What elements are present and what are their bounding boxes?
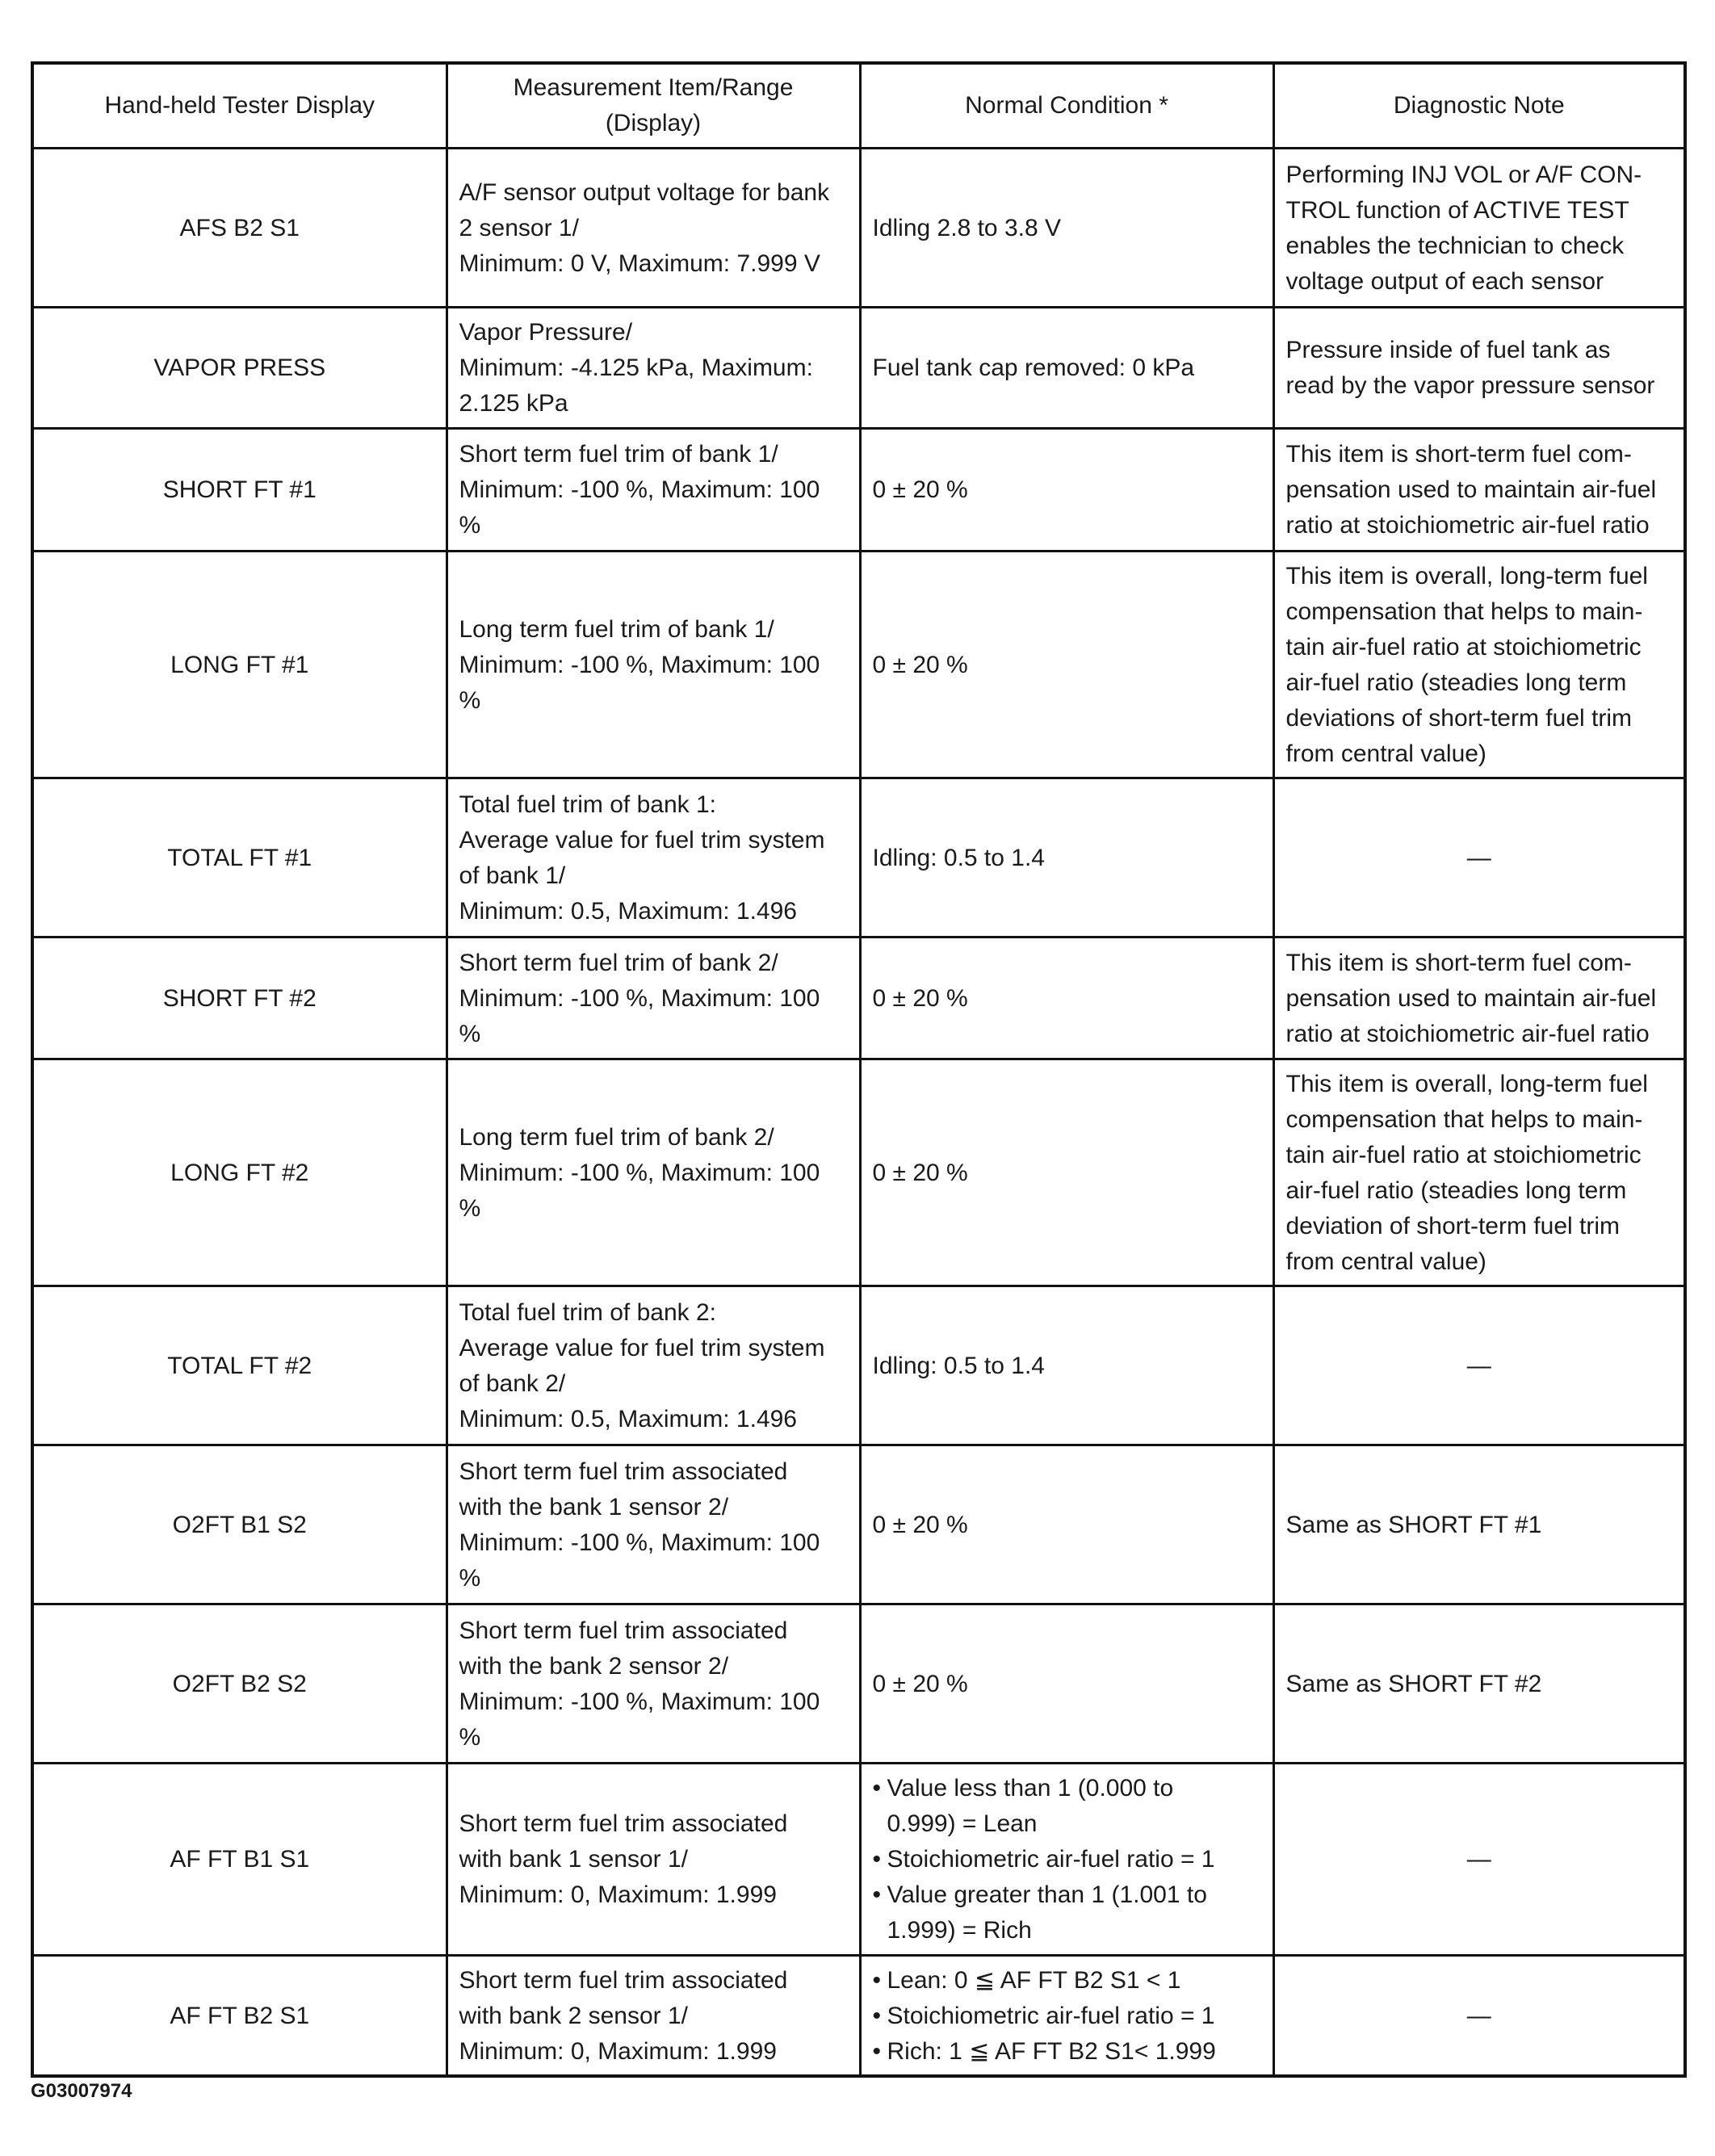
cell-measurement-item: Long term fuel trim of bank 1/ Minimum: -100 %, Maximum: 100 % — [447, 551, 860, 778]
cell-measurement-item: Short term fuel trim associated with bank 2 sensor 1/ Minimum: 0, Maximum: 1.999 — [447, 1955, 860, 2076]
table-row — [32, 1604, 1685, 1763]
cell-measurement-item: Vapor Pressure/ Minimum: -4.125 kPa, Maximum: 2.125 kPa — [447, 307, 860, 428]
normal-condition-list — [873, 1771, 1261, 1948]
table-row — [32, 1445, 1685, 1604]
cell-tester-display: O2FT B1 S2 — [32, 1445, 447, 1604]
table-row — [32, 1955, 1685, 2076]
header-measurement-item: Measurement Item/Range (Display) — [447, 63, 860, 148]
cell-diagnostic-note: Same as SHORT FT #2 — [1273, 1604, 1685, 1763]
cell-measurement-item: Short term fuel trim associated with the bank 2 sensor 2/ Minimum: -100 %, Maximum: 100 % — [447, 1604, 860, 1763]
cell-measurement-item: Short term fuel trim of bank 2/ Minimum: -100 %, Maximum: 100 % — [447, 937, 860, 1059]
cell-diagnostic-note: Pressure inside of fuel tank as read by the vapor pressure sensor — [1273, 307, 1685, 428]
cell-measurement-item: Total fuel trim of bank 1: Average value for fuel trim system of bank 1/ Minimum: 0.5, Maximum: 1.496 — [447, 778, 860, 937]
cell-tester-display: LONG FT #1 — [32, 551, 447, 778]
header-row — [32, 63, 1685, 148]
cell-tester-display: VAPOR PRESS — [32, 307, 447, 428]
cell-diagnostic-note: — — [1273, 1763, 1685, 1955]
cell-normal-condition: 0 ± 20 % — [860, 428, 1273, 551]
cell-tester-display: O2FT B2 S2 — [32, 1604, 447, 1763]
cell-diagnostic-note: This item is overall, long-term fuel compensation that helps to main- tain air-fuel ratio at stoichiometric air-fuel ratio (steadies long term deviation of short-term fuel trim from central value) — [1273, 1059, 1685, 1286]
cell-measurement-item: Total fuel trim of bank 2: Average value for fuel trim system of bank 2/ Minimum: 0.5, Maximum: 1.496 — [447, 1286, 860, 1445]
table-header — [32, 63, 1685, 148]
figure-id: G03007974 — [31, 2080, 132, 2102]
table-row — [32, 307, 1685, 428]
table-row — [32, 551, 1685, 778]
cell-measurement-item: Short term fuel trim of bank 1/ Minimum: -100 %, Maximum: 100 % — [447, 428, 860, 551]
cell-tester-display: TOTAL FT #1 — [32, 778, 447, 937]
cell-diagnostic-note: — — [1273, 1286, 1685, 1445]
tester-data-table — [31, 61, 1687, 2078]
list-item: • Stoichiometric air-fuel ratio = 1 — [873, 1999, 1261, 2034]
header-diagnostic-note: Diagnostic Note — [1273, 63, 1685, 148]
cell-normal-condition: 0 ± 20 % — [860, 551, 1273, 778]
table-row — [32, 778, 1685, 937]
cell-normal-condition: 0 ± 20 % — [860, 1604, 1273, 1763]
cell-tester-display: AFS B2 S1 — [32, 148, 447, 307]
table-row — [32, 1059, 1685, 1286]
cell-measurement-item: A/F sensor output voltage for bank 2 sensor 1/ Minimum: 0 V, Maximum: 7.999 V — [447, 148, 860, 307]
cell-diagnostic-note: This item is short-term fuel com- pensation used to maintain air-fuel ratio at stoichiometric air-fuel ratio — [1273, 428, 1685, 551]
header-tester-display: Hand-held Tester Display — [32, 63, 447, 148]
table-body — [32, 148, 1685, 2076]
header-normal-condition: Normal Condition * — [860, 63, 1273, 148]
table-row — [32, 937, 1685, 1059]
list-item: • Rich: 1 ≦ AF FT B2 S1< 1.999 — [873, 2034, 1261, 2070]
cell-diagnostic-note: This item is short-term fuel com- pensation used to maintain air-fuel ratio at stoichiometric air-fuel ratio — [1273, 937, 1685, 1059]
cell-tester-display: LONG FT #2 — [32, 1059, 447, 1286]
cell-normal-condition: 0 ± 20 % — [860, 1059, 1273, 1286]
list-item: • Value greater than 1 (1.001 to 1.999) = Rich — [873, 1877, 1261, 1948]
cell-tester-display: TOTAL FT #2 — [32, 1286, 447, 1445]
cell-tester-display: SHORT FT #1 — [32, 428, 447, 551]
list-item: • Stoichiometric air-fuel ratio = 1 — [873, 1842, 1261, 1877]
cell-tester-display: AF FT B1 S1 — [32, 1763, 447, 1955]
cell-normal-condition: Idling 2.8 to 3.8 V — [860, 148, 1273, 307]
table-row — [32, 1763, 1685, 1955]
normal-condition-list — [873, 1963, 1261, 2070]
cell-diagnostic-note: This item is overall, long-term fuel compensation that helps to main- tain air-fuel ratio at stoichiometric air-fuel ratio (steadies long term deviations of short-term fuel trim from central value) — [1273, 551, 1685, 778]
table-row — [32, 148, 1685, 307]
cell-diagnostic-note: — — [1273, 1955, 1685, 2076]
cell-normal-condition: Idling: 0.5 to 1.4 — [860, 778, 1273, 937]
cell-normal-condition: 0 ± 20 % — [860, 937, 1273, 1059]
cell-tester-display: SHORT FT #2 — [32, 937, 447, 1059]
list-item: • Value less than 1 (0.000 to 0.999) = Lean — [873, 1771, 1261, 1842]
cell-normal-condition: Idling: 0.5 to 1.4 — [860, 1286, 1273, 1445]
cell-normal-condition: Fuel tank cap removed: 0 kPa — [860, 307, 1273, 428]
cell-normal-condition: 0 ± 20 % — [860, 1445, 1273, 1604]
cell-measurement-item: Long term fuel trim of bank 2/ Minimum: -100 %, Maximum: 100 % — [447, 1059, 860, 1286]
cell-normal-condition — [860, 1763, 1273, 1955]
cell-diagnostic-note: Performing INJ VOL or A/F CON- TROL function of ACTIVE TEST enables the technician to check voltage output of each sensor — [1273, 148, 1685, 307]
cell-measurement-item: Short term fuel trim associated with bank 1 sensor 1/ Minimum: 0, Maximum: 1.999 — [447, 1763, 860, 1955]
cell-measurement-item: Short term fuel trim associated with the bank 1 sensor 2/ Minimum: -100 %, Maximum: 100 % — [447, 1445, 860, 1604]
cell-tester-display: AF FT B2 S1 — [32, 1955, 447, 2076]
table-row — [32, 428, 1685, 551]
list-item: • Lean: 0 ≦ AF FT B2 S1 < 1 — [873, 1963, 1261, 1999]
table-row — [32, 1286, 1685, 1445]
cell-diagnostic-note: Same as SHORT FT #1 — [1273, 1445, 1685, 1604]
cell-diagnostic-note: — — [1273, 778, 1685, 937]
cell-normal-condition — [860, 1955, 1273, 2076]
